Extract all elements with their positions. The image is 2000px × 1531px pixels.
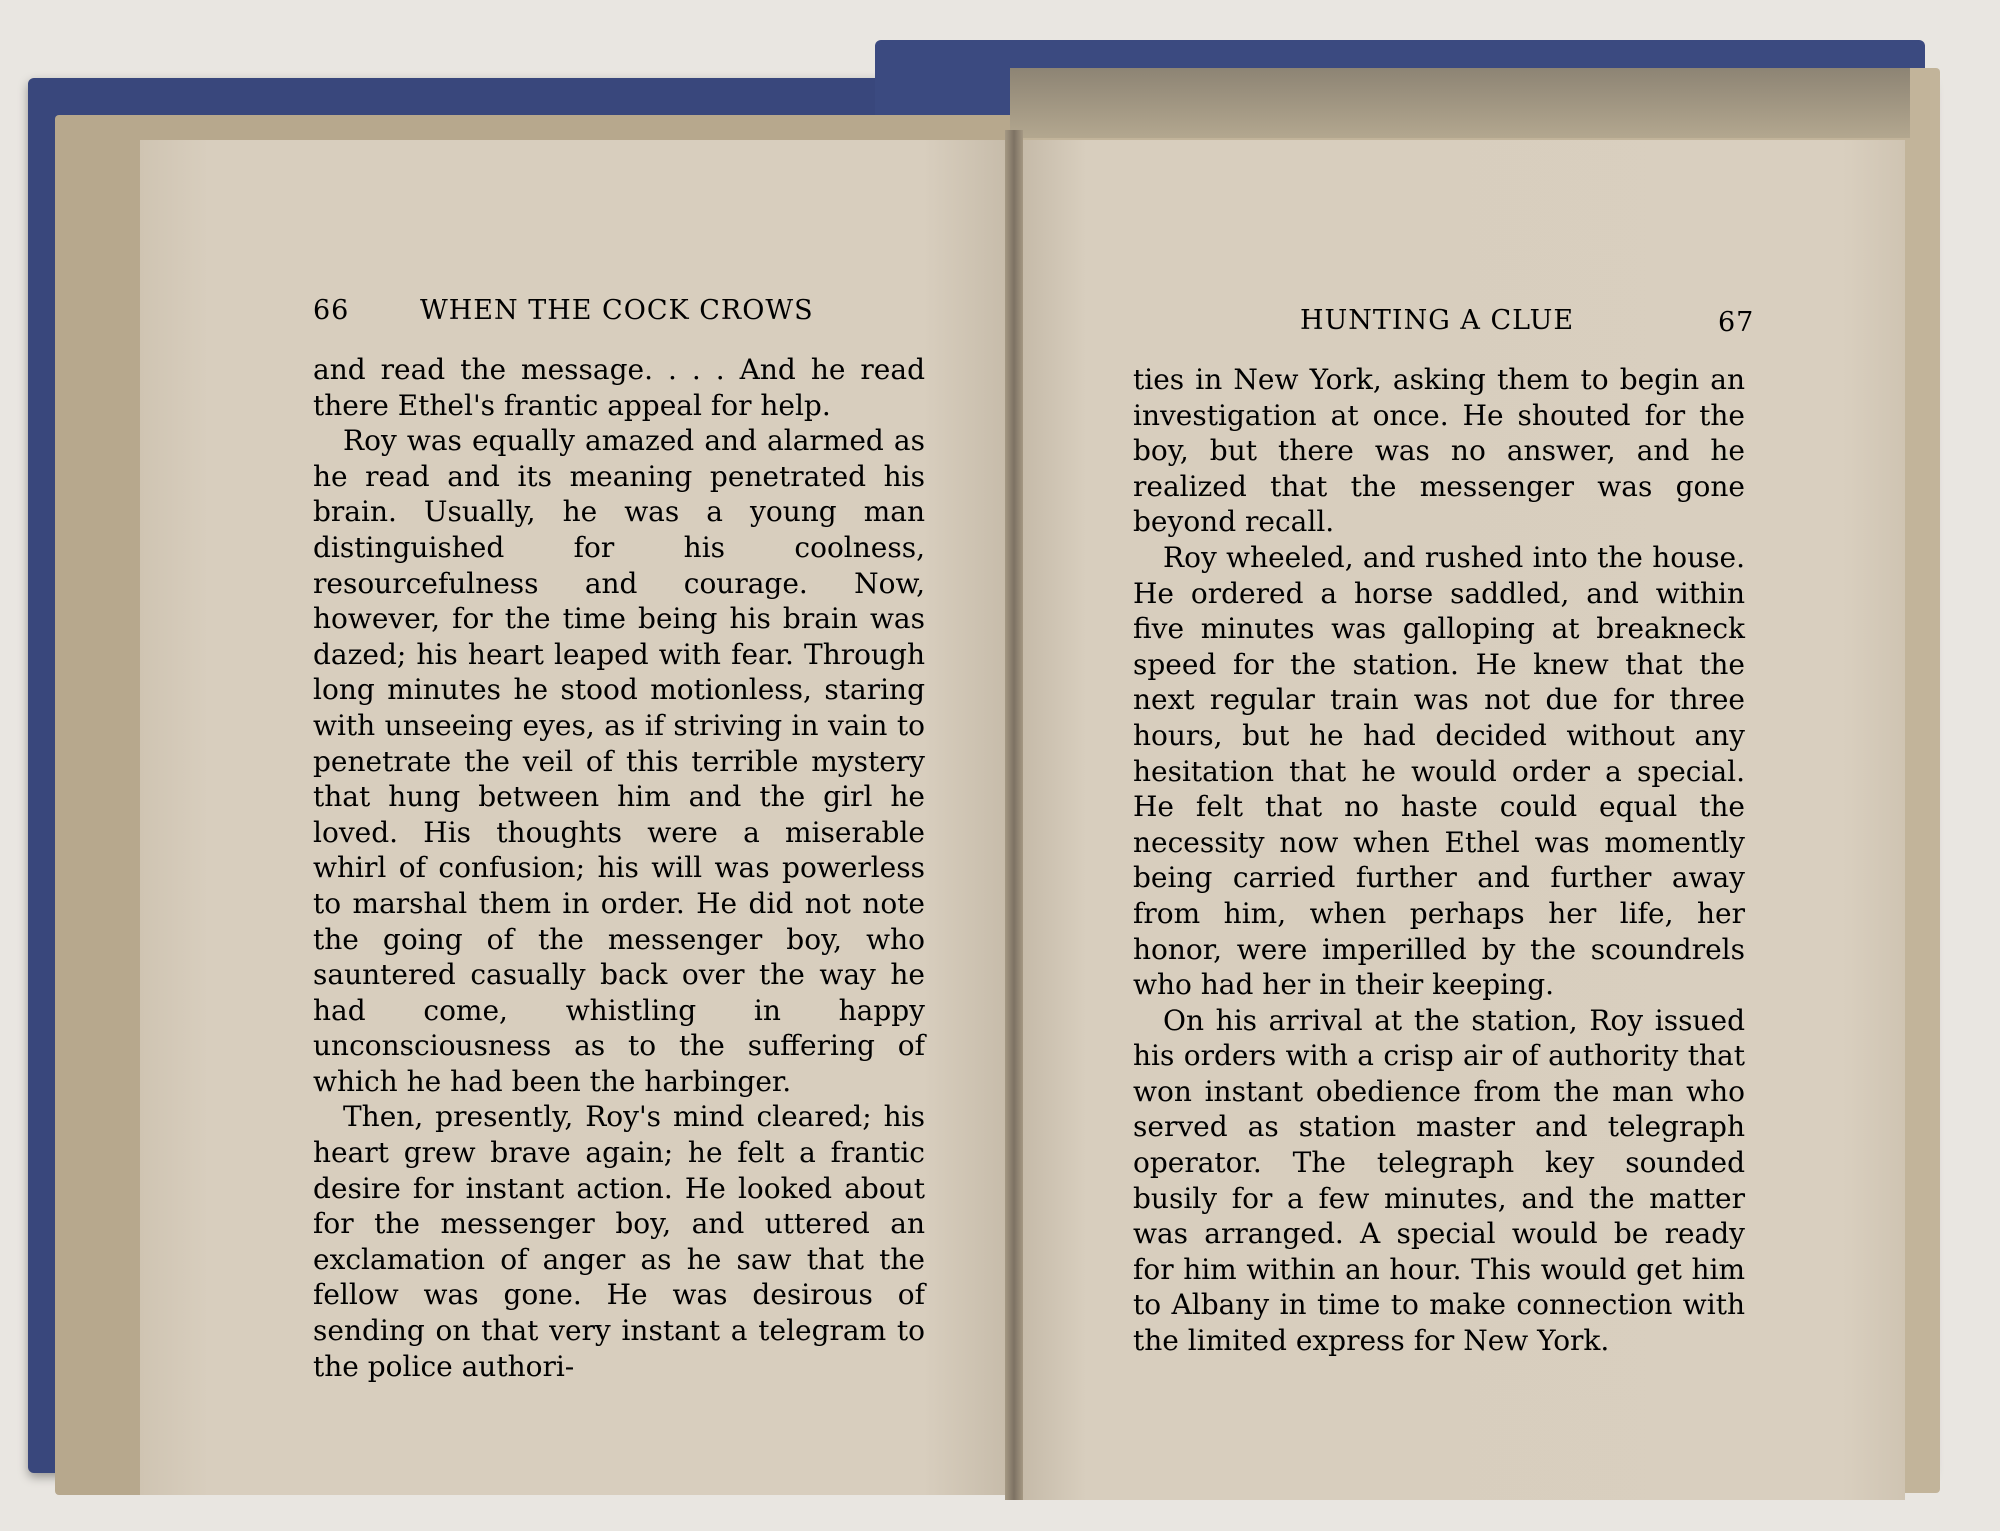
left-page-text — [313, 352, 925, 1384]
right-page-text — [1133, 362, 1745, 1359]
book-gutter — [1005, 130, 1023, 1500]
right-page-block-top — [1010, 68, 1910, 138]
right-running-title: HUNTING A CLUE — [1300, 305, 1575, 336]
left-running-title: WHEN THE COCK CROWS — [420, 295, 814, 326]
left-page-number: 66 — [313, 295, 350, 326]
right-paragraph-2: Roy wheeled, and rushed into the house. He ordered a horse saddled, and within five minutes was galloping at breakneck speed for the station. He knew that the next regular train was not due for three hours, but he had decided without any hesitation that he would order a special. He felt that no haste could equal the necessity now when Ethel was momently being carried further and further away from him, when perhaps her life, her honor, were imperilled by the scoundrels who had her in their keeping. — [1133, 540, 1745, 1002]
left-paragraph-1: and read the message. . . . And he read there Ethel's frantic appeal for help. — [313, 353, 925, 422]
right-paragraph-3: On his arrival at the station, Roy issued his orders with a crisp air of authority that won instant obedience from the man who served as station master and telegraph operator. The telegraph key sounded busily for a few minutes, and the matter was arranged. A special would be ready for him within an hour. This would get him to Albany in time to make connection with the limited express for New York. — [1133, 1003, 1745, 1358]
right-page-number: 67 — [1718, 307, 1755, 338]
right-paragraph-1: ties in New York, asking them to begin an investigation at once. He shouted for the boy, but there was no answer, and he realized that the messenger was gone beyond recall. — [1133, 363, 1745, 539]
left-paragraph-2: Roy was equally amazed and alarmed as he read and its meaning penetrated his brain. Usually, he was a young man distinguished for his coolness, resourcefulness and courage. Now, however, for the time being his brain was dazed; his heart leaped with fear. Through long minutes he stood motionless, staring with unseeing eyes, as if striving in vain to penetrate the veil of this terrible mystery that hung between him and the girl he loved. His thoughts were a miserable whirl of confusion; his will was powerless to marshal them in order. He did not note the going of the messenger boy, who sauntered casually back over the way he had come, whistling in happy unconsciousness as to the suffering of which he had been the harbinger. — [313, 424, 925, 1098]
left-paragraph-3: Then, presently, Roy's mind cleared; his heart grew brave again; he felt a frantic desire for instant action. He looked about for the messenger boy, and uttered an exclamation of anger as he saw that the fellow was gone. He was desirous of sending on that very instant a telegram to the police authori- — [313, 1100, 925, 1383]
